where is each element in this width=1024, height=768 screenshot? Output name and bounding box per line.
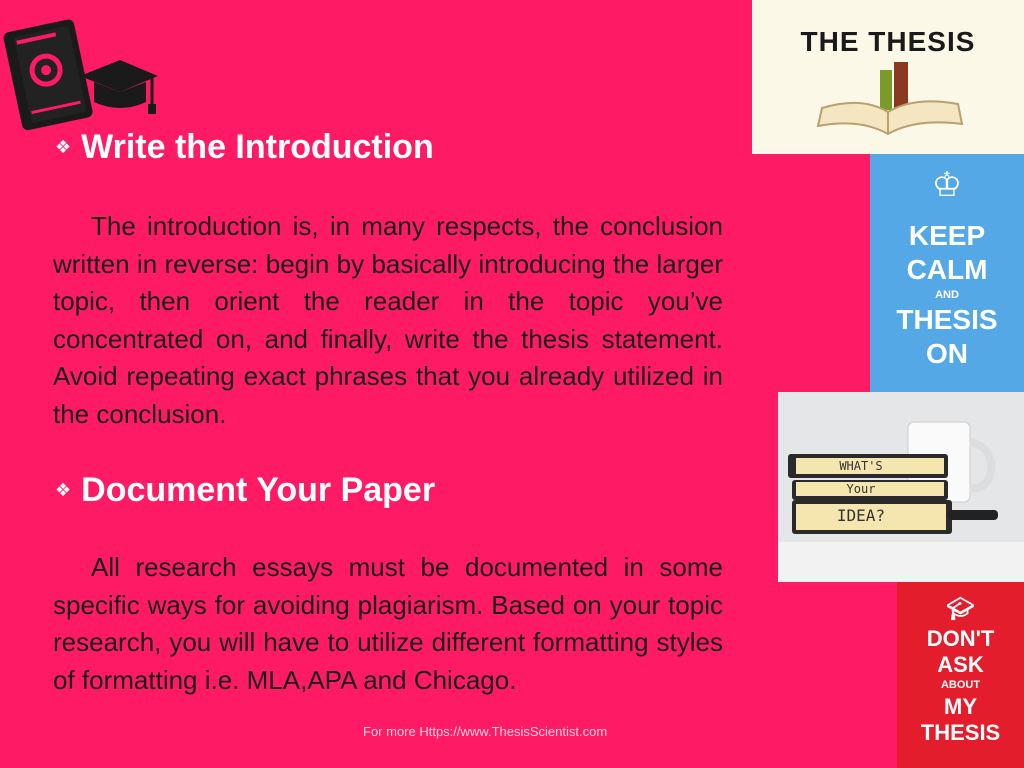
thesis-book-image	[752, 0, 1024, 154]
notebook-text: IDEA?	[836, 506, 886, 525]
dont-ask-poster	[897, 582, 1024, 768]
section-heading-document	[55, 471, 435, 510]
paragraph-document	[53, 549, 723, 699]
section-heading-introduction	[55, 128, 434, 167]
poster-line: THESIS	[896, 304, 998, 335]
poster-line: MY	[944, 694, 977, 719]
notebook-text: WHAT'S	[839, 459, 883, 473]
crown-icon: ♔	[931, 166, 963, 204]
thesis-book-graduation-icon	[2, 14, 162, 136]
poster-line: AND	[935, 289, 959, 301]
notebook-text: Your	[846, 482, 876, 496]
paragraph-introduction	[53, 208, 723, 433]
poster-line: DON'T	[926, 626, 995, 651]
open-book-icon	[752, 0, 1024, 154]
keep-calm-poster	[870, 154, 1024, 392]
diamond-bullet-icon: ❖	[55, 137, 72, 157]
paragraph-text: The introduction is, in many respects, the conclusion written in reverse: begin by basically introducing the larger topic, then orient the reader in the topic you’ve concentrated on, and finally, write the thesis statement. Avoid repeating exact phrases that you already utilized in the conclusion.	[53, 211, 723, 429]
poster-line: THESIS	[920, 720, 1001, 745]
graduation-cap-icon: 🎓︎	[946, 596, 975, 621]
heading-text: Document Your Paper	[81, 471, 436, 509]
diamond-bullet-icon: ❖	[55, 480, 72, 500]
footer-link-text: For more Https://www.ThesisScientist.com	[363, 724, 608, 739]
poster-line: ON	[926, 338, 968, 369]
poster-line: ABOUT	[940, 679, 981, 691]
poster-line: ASK	[937, 652, 984, 677]
poster-line: CALM	[906, 254, 988, 285]
heading-text: Write the Introduction	[81, 128, 434, 166]
notebooks-idea-image	[778, 392, 1024, 582]
image-title: THE THESIS	[800, 26, 976, 57]
paragraph-text: All research essays must be documented in some specific ways for avoiding plagiarism. Based on your topic research, you will have to utilize different formatting styles of formatting i.e. MLA,APA and Chicago.	[53, 552, 723, 695]
poster-line: KEEP	[908, 220, 986, 251]
